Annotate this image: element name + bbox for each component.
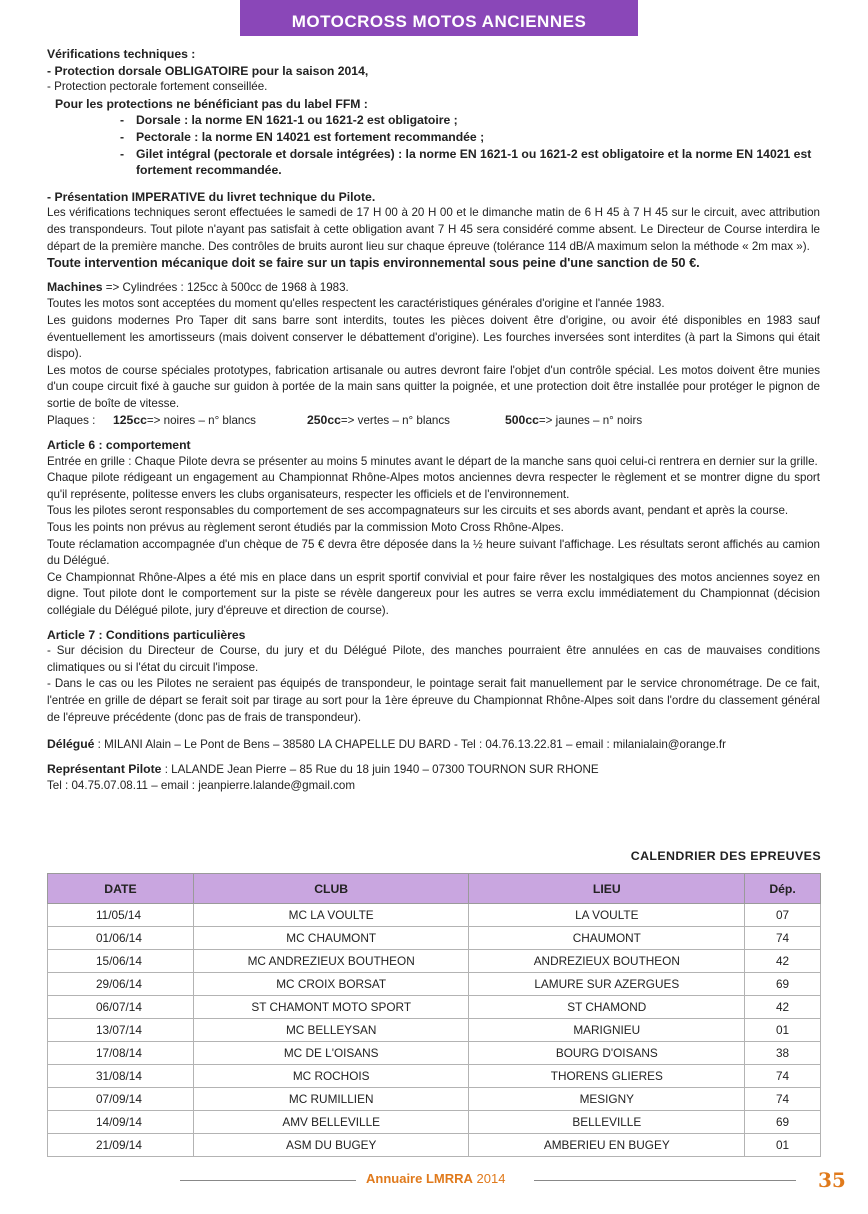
cell-dep: 69	[745, 1111, 821, 1134]
cell-club: MC ANDREZIEUX BOUTHEON	[193, 950, 469, 973]
machines-heading: Machines => Cylindrées : 125cc à 500cc de 1968 à 1983.	[47, 279, 349, 294]
representant-contact: Représentant Pilote : LALANDE Jean Pierre – 85 Rue du 18 juin 1940 – 07300 TOURNON SUR RHONE	[47, 761, 599, 776]
cell-lieu: LAMURE SUR AZERGUES	[469, 973, 745, 996]
delegue-contact: Délégué : MILANI Alain – Le Pont de Bens – 38580 LA CHAPELLE DU BARD - Tel : 04.76.13.22.81 – email : milanialain@orange.fr	[47, 737, 726, 752]
cell-lieu: MESIGNY	[469, 1088, 745, 1111]
article6-para: Entrée en grille : Chaque Pilote devra se présenter au moins 5 minutes avant le départ de la manche sans quoi celui-ci rentrera en dernier sur la grille.	[47, 454, 818, 468]
cell-dep: 38	[745, 1042, 821, 1065]
cell-dep: 74	[745, 1065, 821, 1088]
cell-lieu: ST CHAMOND	[469, 996, 745, 1019]
table-row	[48, 1134, 821, 1157]
machines-para: Les guidons modernes Pro Taper dit sans barre sont interdits, toutes les pièces doivent être d'origine, ou avoir été disponibles en 1983 sauf éventuellement les amortisseurs (mais doivent conserver le débattement d'origine). Les fourches inversées sont interdites (à part la Simons qui était dispo).	[47, 313, 820, 361]
cell-dep: 42	[745, 950, 821, 973]
cell-club: MC CHAUMONT	[193, 927, 469, 950]
col-dep-header: Dép.	[745, 874, 821, 904]
table-row	[48, 1042, 821, 1065]
cell-dep: 69	[745, 973, 821, 996]
article6-para: Tous les points non prévus au règlement seront étudiés par la commission Moto Cross Rhône-Alpes.	[47, 521, 564, 535]
table-row	[48, 1111, 821, 1134]
table-row	[48, 973, 821, 996]
cell-club: MC CROIX BORSAT	[193, 973, 469, 996]
article6-title: Article 6 : comportement	[47, 438, 191, 453]
cell-club: AMV BELLEVILLE	[193, 1111, 469, 1134]
cell-date: 06/07/14	[48, 996, 194, 1019]
col-lieu-header: LIEU	[469, 874, 745, 904]
norm-item: - Gilet intégral (pectorale et dorsale intégrées) : la norme EN 1621-1 ou 1621-2 est obligatoire et la norme EN 14021 est fortement recommandée.	[120, 146, 812, 178]
cell-date: 15/06/14	[48, 950, 194, 973]
cell-club: MC BELLEYSAN	[193, 1019, 469, 1042]
cell-dep: 07	[745, 904, 821, 927]
cell-date: 17/08/14	[48, 1042, 194, 1065]
cell-club: MC DE L'OISANS	[193, 1042, 469, 1065]
footer-title: Annuaire LMRRA 2014	[366, 1171, 506, 1186]
table-row	[48, 1065, 821, 1088]
cell-date: 14/09/14	[48, 1111, 194, 1134]
norm-item: - Pectorale : la norme EN 14021 est fortement recommandée ;	[120, 129, 485, 144]
cell-club: ST CHAMONT MOTO SPORT	[193, 996, 469, 1019]
machines-para: Toutes les motos sont acceptées du moment qu'elles respectent les caractéristiques générales d'origine et l'année 1983.	[47, 297, 665, 311]
presentation-text: Les vérifications techniques seront effectuées le samedi de 17 H 00 à 20 H 00 et le dimanche matin de 6 H 45 à 7 H 45 sur le circuit, avec attribution des transpondeurs. Tout pilote n'ayant pas satisfait à cette obligation avant 7 H 45 sera considéré comme absent. Le Directeur de Course interdira le départ de la première manche. Des contrôles de bruits auront lieu sur chaque épreuve (tolérance 114 dB/A maximum selon la méthode « 2m max »).	[47, 206, 820, 253]
article6-para: Chaque pilote rédigeant un engagement au Championnat Rhône-Alpes motos anciennes devra respecter le règlement et se montrer digne du sport qu'il représente, politesse envers les clubs organisateurs, respecter les officiels et de l'environnement.	[47, 471, 820, 501]
norm-item: - Dorsale : la norme EN 1621-1 ou 1621-2 est obligatoire ;	[120, 113, 458, 128]
page-number: 35	[818, 1168, 846, 1192]
cell-lieu: BELLEVILLE	[469, 1111, 745, 1134]
table-row	[48, 1088, 821, 1111]
article6-para: Tous les pilotes seront responsables du comportement de ses accompagnateurs sur les circuits et ses abords avant, pendant et après la course.	[47, 504, 789, 518]
verif-title: Vérifications techniques :	[47, 47, 196, 61]
cell-club: MC ROCHOIS	[193, 1065, 469, 1088]
article7-para: - Dans le cas ou les Pilotes ne seraient pas équipés de transpondeur, le pointage serait fait manuellement par le service chronométrage. De ce fait, l'entrée en grille de départ se ferait soit par tirage au sort pour la 1ère épreuve du Championnat Rhône-Alpes soit dans l'ordre du classement général de l'épreuve précédente (donc pas de frais de transpondeur).	[47, 677, 820, 724]
regulation-text	[47, 46, 820, 795]
cell-dep: 74	[745, 927, 821, 950]
cell-date: 07/09/14	[48, 1088, 194, 1111]
calendar-header-row	[48, 874, 821, 904]
cell-lieu: ANDREZIEUX BOUTHEON	[469, 950, 745, 973]
col-club-header: CLUB	[193, 874, 469, 904]
plaques-line: Plaques : 125cc=> noires – n° blancs 250cc=> vertes – n° blancs 500cc=> jaunes – n° noirs	[47, 413, 643, 428]
cell-club: ASM DU BUGEY	[193, 1134, 469, 1157]
cell-dep: 01	[745, 1134, 821, 1157]
table-row	[48, 904, 821, 927]
calendar-table	[47, 873, 821, 1157]
verif-ffm-intro: Pour les protections ne bénéficiant pas du label FFM :	[55, 96, 368, 111]
cell-club: MC RUMILLIEN	[193, 1088, 469, 1111]
cell-club: MC LA VOULTE	[193, 904, 469, 927]
article7-title: Article 7 : Conditions particulières	[47, 627, 246, 642]
cell-date: 11/05/14	[48, 904, 194, 927]
cell-dep: 74	[745, 1088, 821, 1111]
cell-date: 01/06/14	[48, 927, 194, 950]
machines-para: Les motos de course spéciales prototypes, fabrication artisanale ou autres devront faire l'objet d'un contrôle spécial. Les motos doivent être munies d'un coupe circuit fixé à gauche sur guidon à portée de la main sans quitter la poignée, et une protection doit être installée pour protéger le pignon de sortie de boîte de vitesse.	[47, 363, 820, 410]
cell-date: 21/09/14	[48, 1134, 194, 1157]
cell-lieu: LA VOULTE	[469, 904, 745, 927]
cell-dep: 01	[745, 1019, 821, 1042]
cell-lieu: BOURG D'OISANS	[469, 1042, 745, 1065]
section-banner: MOTOCROSS MOTOS ANCIENNES	[240, 0, 638, 36]
cell-lieu: MARIGNIEU	[469, 1019, 745, 1042]
tapis-notice: Toute intervention mécanique doit se faire sur un tapis environnemental sous peine d'une sanction de 50 €.	[47, 255, 700, 271]
calendar-title: CALENDRIER DES EPREUVES	[630, 849, 821, 863]
verif-pectorale: - Protection pectorale fortement conseillée.	[47, 80, 268, 94]
cell-date: 31/08/14	[48, 1065, 194, 1088]
page-footer	[0, 1168, 868, 1192]
cell-lieu: CHAUMONT	[469, 927, 745, 950]
article6-para: Ce Championnat Rhône-Alpes a été mis en place dans un esprit sportif convivial et pour faire rêver les nostalgiques des motos anciennes soyez en digne. Tout pilote dont le comportement sur la piste se révèle dangereux pour les autres se verra exclu immédiatement du Championnat (décision collégiale du Délégué pilote, jury d'épreuve et direction de course).	[47, 570, 820, 617]
cell-date: 13/07/14	[48, 1019, 194, 1042]
cell-dep: 42	[745, 996, 821, 1019]
presentation-title: - Présentation IMPERATIVE du livret technique du Pilote.	[47, 189, 376, 204]
verif-dorsale: - Protection dorsale OBLIGATOIRE pour la saison 2014,	[47, 63, 369, 78]
table-row	[48, 927, 821, 950]
verif-norms-list	[47, 112, 820, 178]
representant-tel: Tel : 04.75.07.08.11 – email : jeanpierre.lalande@gmail.com	[47, 779, 356, 793]
table-row	[48, 996, 821, 1019]
cell-lieu: THORENS GLIERES	[469, 1065, 745, 1088]
col-date-header: DATE	[48, 874, 194, 904]
cell-date: 29/06/14	[48, 973, 194, 996]
table-row	[48, 1019, 821, 1042]
article6-para: Toute réclamation accompagnée d'un chèque de 75 € devra être déposée dans la ½ heure suivant l'affichage. Les résultats seront affichés au camion du Délégué.	[47, 537, 820, 568]
article7-para: - Sur décision du Directeur de Course, du jury et du Délégué Pilote, des manches pourraient être annulées en cas de mauvaises conditions climatiques ou si l'état du circuit l'impose.	[47, 644, 820, 674]
table-row	[48, 950, 821, 973]
cell-lieu: AMBERIEU EN BUGEY	[469, 1134, 745, 1157]
